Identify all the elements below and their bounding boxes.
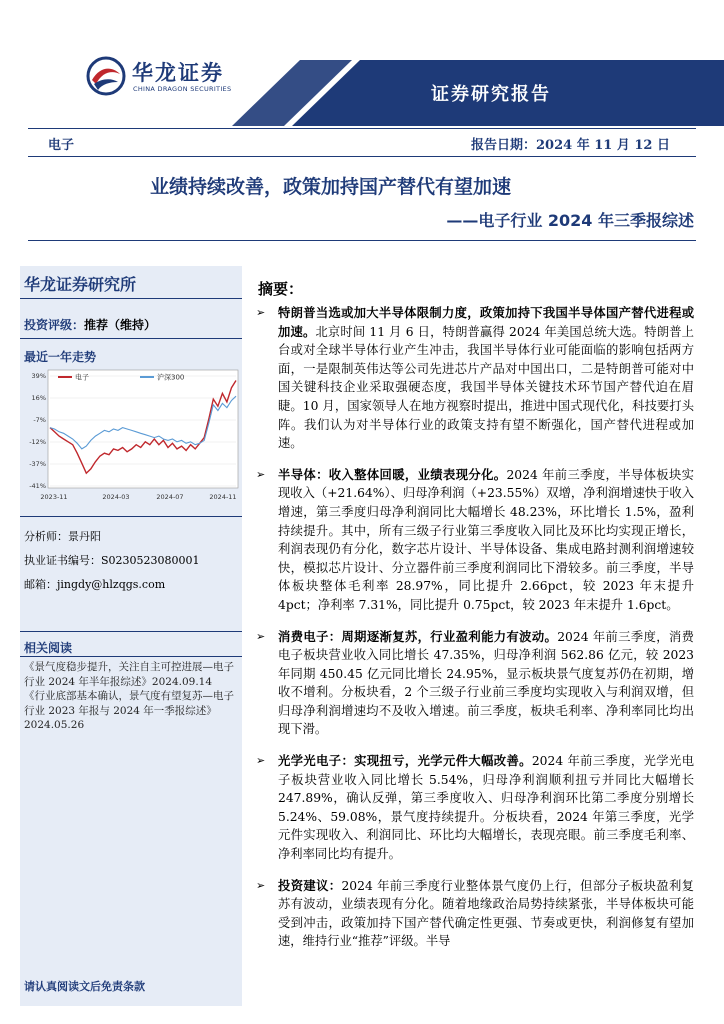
summary-bullet <box>256 304 694 453</box>
y-tick-label: 16% <box>31 394 46 402</box>
divider <box>28 240 696 241</box>
x-tick-label: 2024-07 <box>156 493 184 501</box>
summary-content <box>256 304 694 964</box>
summary-heading: 摘要： <box>258 280 304 298</box>
certificate-number: 执业证书编号：S0230523080001 <box>24 554 200 567</box>
bullet-heading: 消费电子：周期逐渐复苏，行业盈利能力有波动。 <box>278 628 558 644</box>
y-tick-label: -37% <box>29 460 46 468</box>
divider <box>28 156 696 157</box>
arrow-bullet-icon: ➢ <box>256 467 266 481</box>
y-tick-label: -7% <box>33 416 46 424</box>
sector-label: 电子 <box>48 138 75 153</box>
related-reading-title: 相关阅读 <box>24 641 73 655</box>
related-item[interactable]: 《景气度稳步提升，关注自主可控进展—电子行业 2024 年半年报综述》2024.09.14 <box>24 661 234 688</box>
disclaimer-note: 请认真阅读文后免责条款 <box>24 980 145 993</box>
institute-name: 华龙证券研究所 <box>24 275 137 294</box>
sidebar <box>20 266 242 1006</box>
bullet-text: 北京时间 11 月 6 日，特朗普赢得 2024 年美国总统大选。特朗普上台或对全球半导体行业产生冲击，我国半导体行业可能面临的影响包括两方面，一是限制英伟达等公司先进芯片产品对中国出口，二是特朗普可能对中国关键科技企业采取强硬态度，我国半导体关键技术环节国产替代迫在眉睫。10 月，国家领导人在地方视察时提出，推进中国式现代化，科技要打头阵。我们认为对半导体行业的政策支持有望不断强化，国产替代进程或加速。 <box>278 324 694 451</box>
analyst-name: 分析师：景丹阳 <box>24 530 101 543</box>
bullet-heading: 特朗普当选或加大半导体限制力度，政策加持下我国半导体国产替代进程或加速。 <box>278 305 694 339</box>
arrow-bullet-icon: ➢ <box>256 306 266 319</box>
logo-chinese-name: 华龙证券 <box>132 61 224 85</box>
bullet-heading: 光学光电子：实现扭亏，光学元件大幅改善。 <box>278 753 532 769</box>
arrow-bullet-icon: ➢ <box>256 878 266 892</box>
summary-bullet <box>256 752 694 864</box>
arrow-bullet-icon: ➢ <box>256 629 266 643</box>
divider <box>28 128 696 129</box>
bullet-text: 2024 年前三季度行业整体景气度仍上行，但部分子板块盈利复苏有波动，业绩表现有分化。随着地缘政治局势持续紧张，半导体板块可能受到冲击，政策加持下国产替代确定性更强、节奏或更快，利润修复有望加速，维持行业“推荐”评级。半导 <box>278 878 694 949</box>
report-subtitle: ——电子行业 2024 年三季报综述 <box>446 211 694 230</box>
y-tick-label: 39% <box>31 372 46 380</box>
legend-label: 电子 <box>75 373 89 382</box>
bullet-text: 2024 年前三季度，半导体板块实现收入（+21.64%）、归母净利润（+23.55%）双增，净利润增速快于收入增速，第三季度归母净利润同比大幅增长 48.23%，环比增长 1.5%，盈利持续提升。其中，所有三级子行业第三季度收入同比及环比均实现正增长，利润表现仍有分化，数字芯片设计、半导体设备、集成电路封测利润增速较快，模拟芯片设计、分立器件前三季度利润同比下滑较多。前三季度，半导体板块整体毛利率 28.97%，同比提升 2.66pct，较 2023 年末提升 4pct；净利率 7.31%，同比提升 0.75pct，较 2023 年末提升 1.6pct。 <box>278 467 694 612</box>
x-tick-label: 2024-11 <box>209 493 237 501</box>
summary-bullet <box>256 466 694 615</box>
legend-label: 沪深300 <box>157 373 185 382</box>
chart-plot-area <box>48 370 238 488</box>
report-date: 报告日期：2024 年 11 月 12 日 <box>471 138 670 153</box>
logo-english-name: CHINA DRAGON SECURITIES <box>133 85 232 93</box>
divider <box>20 298 242 299</box>
rating-label: 投资评级： <box>24 318 85 332</box>
analyst-email[interactable]: 邮箱：jingdy@hlzqgs.com <box>24 578 166 591</box>
x-tick-label: 2024-03 <box>102 493 130 501</box>
summary-bullet <box>256 877 694 951</box>
arrow-bullet-icon: ➢ <box>256 754 266 768</box>
divider <box>20 631 242 632</box>
bullet-text: 2024 年前三季度，消费电子板块营业收入同比增长 47.35%，归母净利润 562.86 亿元，较 2023 年同期 450.45 亿元同比增长 24.95%，显示板块景气度复苏仍在初期，增收不增利。分板块看，2 个三级子行业前三季度均实现收入与利润双增，但归母净利润增速均不及收入增速。前三季度，板块毛利率、净利率同比均出现下滑。 <box>278 629 694 737</box>
investment-rating <box>24 316 156 333</box>
divider <box>20 516 242 517</box>
divider <box>20 338 242 339</box>
related-reading-list <box>24 660 238 733</box>
y-tick-label: -12% <box>29 438 46 446</box>
report-title: 业绩持续改善，政策加持国产替代有望加速 <box>150 176 512 198</box>
trend-title: 最近一年走势 <box>24 350 97 364</box>
bullet-text: 2024 年前三季度，光学光电子板块营业收入同比增长 5.54%，归母净利润顺利扭亏并同比大幅增长 247.89%，确认反弹，第三季度收入、归母净利润环比第二季度分别增长 5.24%、59.08%，景气度持续提升。分板块看，2024 年第三季度，光学元件实现收入、利润同比、环比均大幅增长，表现亮眼。前三季度毛利率、净利率同比均有提升。 <box>278 754 694 862</box>
report-type-label: 证券研究报告 <box>431 84 551 105</box>
divider <box>20 656 242 657</box>
rating-value: 推荐（维持） <box>84 318 157 332</box>
x-tick-label: 2023-11 <box>40 493 68 501</box>
related-item[interactable]: 《行业底部基本确认，景气度有望复苏—电子行业 2023 年报与 2024 年一季报综述》2024.05.26 <box>24 690 234 731</box>
summary-bullet <box>256 628 694 740</box>
y-tick-label: -41% <box>29 482 46 490</box>
bullet-heading: 投资建议： <box>278 877 342 893</box>
price-trend-chart <box>20 366 242 506</box>
bullet-heading: 半导体：收入整体回暖，业绩表现分化。 <box>278 466 507 482</box>
header-banner <box>0 60 724 126</box>
